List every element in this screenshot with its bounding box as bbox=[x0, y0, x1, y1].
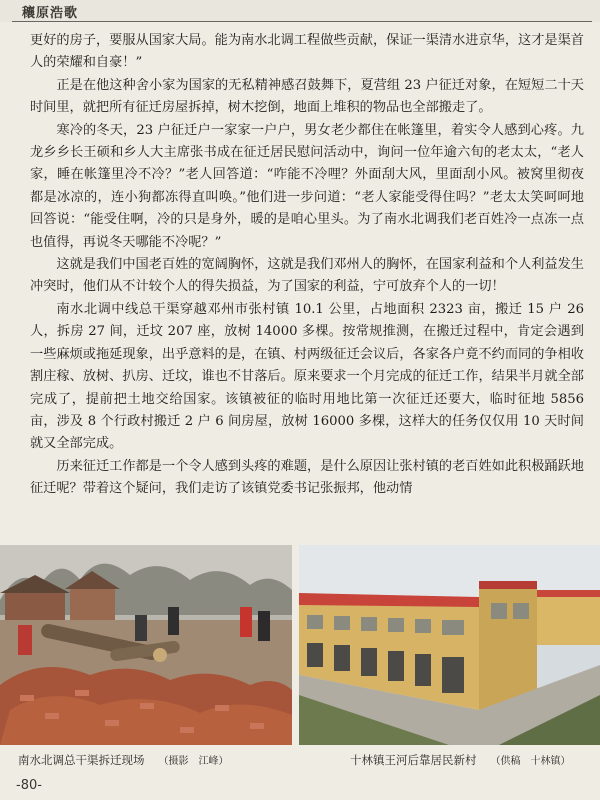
demolition-site-photo bbox=[0, 545, 292, 745]
running-header bbox=[0, 0, 600, 22]
header-divider bbox=[12, 21, 592, 22]
page-number: -80- bbox=[16, 778, 42, 793]
caption-text: 十林镇王河后靠居民新村 bbox=[350, 753, 477, 767]
paragraph: 正是在他这种舍小家为国家的无私精神感召鼓舞下，夏营组 23 户征迁对象，在短短二十天时间里，就把所有征迁房屋拆掉，树木挖倒，地面上堆积的物品也全部搬走了。 bbox=[30, 77, 584, 116]
article-body bbox=[30, 30, 584, 501]
paragraph: 南水北调中线总干渠穿越邓州市张村镇 10.1 公里，占地面积 2323 亩，搬迁 15 户 26 人，拆房 27 间，迁坟 207 座，放树 14000 多棵。按常规推测，在搬迁过程中，肯定会遇到一些麻烦或拖延现象，出乎意料的是，在镇、村两级征迁会议后，各家各户竟不约而同的争相收割庄稼、放树、扒房、迁坟，谁也不甘落后。原来要求一个月完成的征迁工作，结果半月就全部完成了，提前把土地交给国家。该镇被征的临时用地比第一次征迁还要大，临时征地 5856 亩，涉及 8 个行政村搬迁 2 户 6 间房屋，放树 16000 多棵，这样大的任务仅仅用 10 天时间就又全部完成。 bbox=[30, 301, 584, 452]
running-header-title: 穰原浩歌 bbox=[22, 6, 79, 21]
paragraph: 寒冷的冬天，23 户征迁户一家家一户户，男女老少都住在帐篷里，着实令人感到心疼。九龙乡乡长王硕和乡人大主席张书成在征迁居民慰问活动中，询问一位年逾六旬的老太太，“老人家，睡在帐篷里冷不冷？”老人回答道：“咋能不冷哩？外面刮大风，里面刮小风。被窝里彻夜都是冰凉的，连小狗都冻得直叫唤。”他们进一步问道：“老人家能受得住吗？”老太太笑呵呵地回答说：“能受住啊，冷的只是身外，暖的是咱心里头。为了南水北调我们老百姓冷一点冻一点也值得，再说冬天哪能不冷呢？” bbox=[30, 122, 584, 250]
paragraph: 更好的房子，要服从国家大局。能为南水北调工程做些贡献，保证一渠清水进京华，这才是渠首人的荣耀和自豪！” bbox=[30, 33, 584, 71]
caption-credit: （摄影 江峰） bbox=[158, 756, 229, 767]
caption-text: 南水北调总干渠拆迁现场 bbox=[18, 753, 145, 767]
new-village-photo bbox=[299, 545, 600, 745]
photo-caption-right bbox=[350, 752, 571, 768]
paragraph: 这就是我们中国老百姓的宽阔胸怀，这就是我们邓州人的胸怀，在国家利益和个人利益发生冲突时，他们从不计较个人的得失损益，为了国家的利益，宁可放弃个人的一切！ bbox=[30, 257, 584, 295]
caption-credit: （供稿 十林镇） bbox=[490, 756, 571, 767]
photo-caption-left bbox=[18, 752, 229, 768]
paragraph: 历来征迁工作都是一个令人感到头疼的难题，是什么原因让张村镇的老百姓如此积极踊跃地征迁呢？带着这个疑问，我们走访了该镇党委书记张振邦，他动情 bbox=[30, 458, 584, 497]
